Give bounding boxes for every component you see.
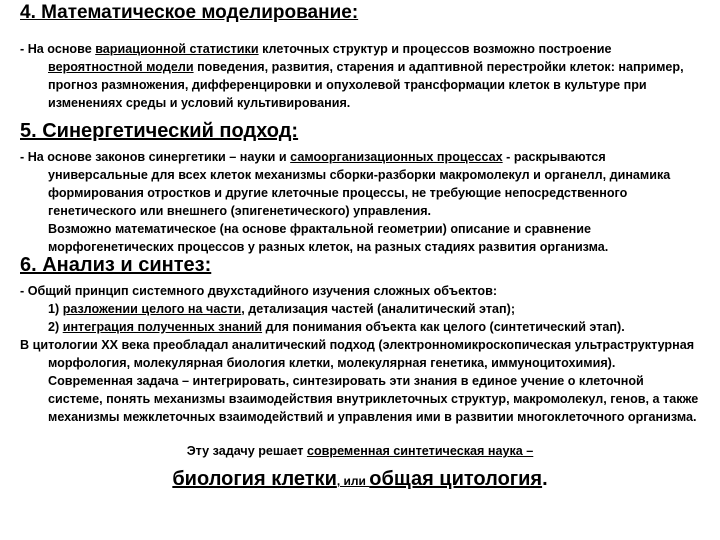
- text: , или: [336, 474, 370, 488]
- text: поведения, развития, старения и адаптивной перестройки клеток: например, прогноз размножения, дифференцировки и опухолевой трансформации клеток в культуре при изменениях среды и условий культивирования.: [48, 60, 684, 110]
- term-cell-biology: биология клетки: [172, 468, 337, 490]
- heading-mathematical-modeling: 4. Математическое моделирование:: [20, 2, 359, 23]
- text: Эту задачу решает: [186, 444, 307, 458]
- final-line: [0, 468, 720, 491]
- paragraph-fractal: Возможно математическое (на основе фрактальной геометрии) описание и сравнение морфогенетических процессов у разных клеток, на разных стадиях развития организма.: [48, 222, 609, 254]
- text: 1): [48, 302, 63, 316]
- heading-synergetic-approach: 5. Синергетический подход:: [20, 120, 299, 142]
- list-item-synthetic: [48, 318, 625, 336]
- term-decomposition: разложении целого на части: [62, 302, 242, 316]
- paragraph-synergetics: [20, 148, 700, 220]
- term-integration: интеграция полученных знаний: [62, 320, 263, 334]
- text: .: [542, 468, 548, 490]
- paragraph-modeling: [20, 40, 700, 112]
- heading-analysis-synthesis: 6. Анализ и синтез:: [20, 254, 212, 276]
- text: - раскрываются универсальные для всех клеток механизмы сборки-разборки макромолекул и органелл, динамика формирования отростков и другие клеточные процессы, не требующие непосредственного генетического или внешнего (эпигенетического) управления.: [48, 150, 671, 218]
- paragraph-principle: - Общий принцип системного двухстадийного изучения сложных объектов:: [20, 284, 498, 298]
- task-line: [0, 444, 720, 458]
- term-self-organization: самоорганизационных процессах: [290, 150, 503, 164]
- term-synthetic-science: современная синтетическая наука –: [306, 444, 534, 458]
- paragraph-cytology: В цитологии ХХ века преобладал аналитический подход (электронномикроскопическая ультраструктурная морфология, молекулярная биология клетки, молекулярная генетика, иммуноцитохимия). Современная задача – интегрировать, синтезировать эти знания в единое учение о клеточной системе, понять механизмы взаимодействия внутриклеточных структур, макромолекул, генов, а также механизмы межклеточных взаимодействий и управления ими в развитии многоклеточного организма.: [20, 338, 699, 424]
- text: клеточных структур и процессов возможно построение: [258, 42, 612, 56]
- text: 2): [48, 320, 63, 334]
- text: - На основе законов синергетики – науки и: [20, 150, 291, 164]
- term-variational-statistics: вариационной статистики: [95, 42, 259, 56]
- term-general-cytology: общая цитология: [369, 468, 543, 490]
- term-probabilistic-model: вероятностной модели: [48, 60, 194, 74]
- text: - На основе: [20, 42, 96, 56]
- list-item-analytic: [48, 300, 515, 318]
- text: для понимания объекта как целого (синтетический этап).: [262, 320, 625, 334]
- text: , детализация частей (аналитический этап);: [241, 302, 516, 316]
